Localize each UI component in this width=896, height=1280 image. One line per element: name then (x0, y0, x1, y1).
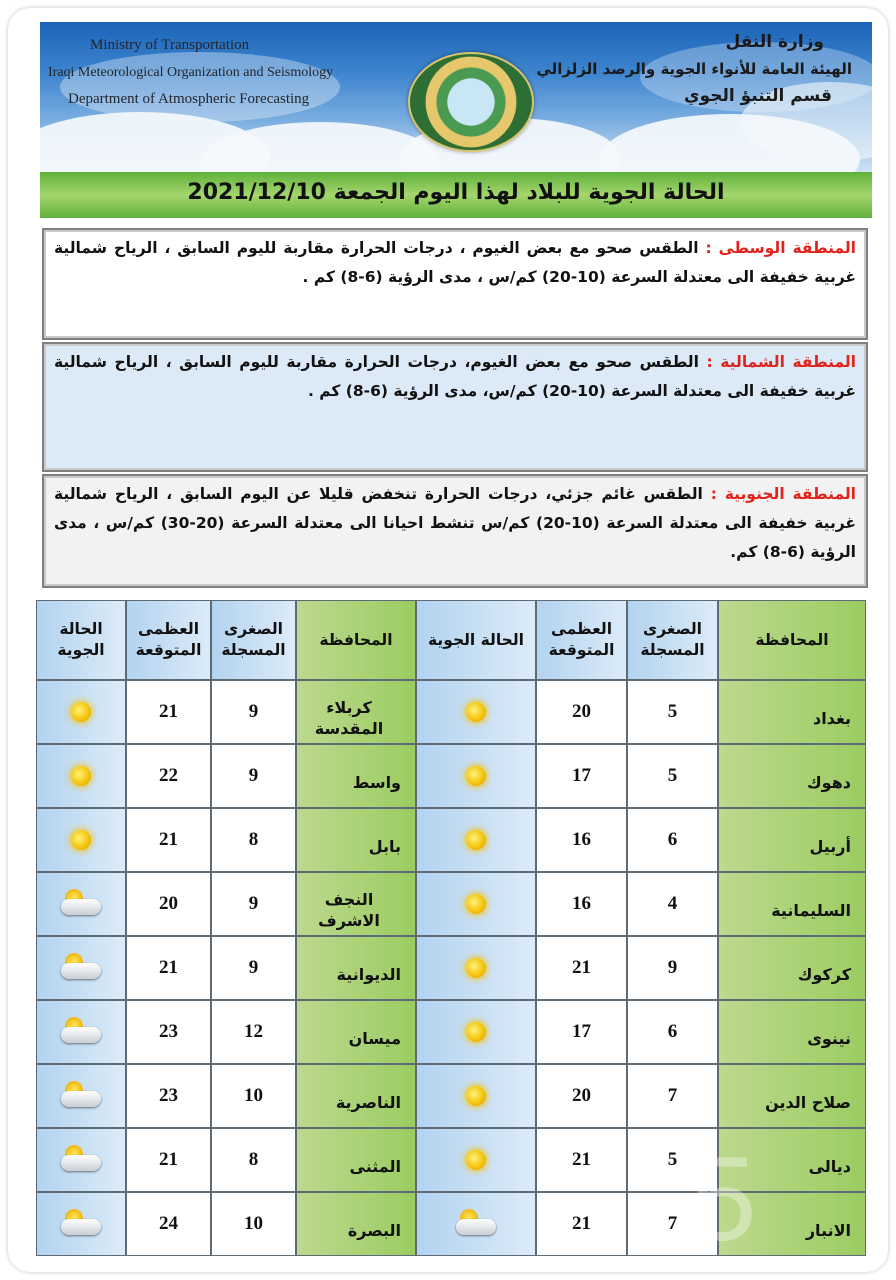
left-gov-cell (296, 936, 416, 1000)
partly-cloudy-icon (57, 1143, 105, 1177)
right-governorate-name: نينوى (807, 1028, 851, 1048)
right-min-temp: 5 (667, 765, 678, 786)
right-min-temp: 9 (667, 957, 678, 978)
header-min-left: الصغرى المسجلة (211, 600, 296, 680)
left-gov-cell (296, 1128, 416, 1192)
region-north-text: الطقس صحو مع بعض الغيوم، درجات الحرارة مقاربة لليوم السابق ، الرياح شمالية غربية خفيفة الى معتدلة السرعة (10-20) كم/س، مدى الرؤية (6-8) كم . (54, 353, 856, 400)
sun-icon (59, 825, 103, 855)
right-min-temp: 6 (667, 829, 678, 850)
header-max-right: العظمى المتوقعة (536, 600, 627, 680)
left-weather-cell (36, 808, 126, 872)
partly-cloudy-icon (57, 1207, 105, 1241)
right-governorate-name: كركوك (797, 964, 851, 984)
department-name-en: Department of Atmospheric Forecasting (68, 91, 310, 107)
right-min-cell (627, 744, 718, 808)
left-max-cell (126, 744, 211, 808)
region-central-label: المنطقة الوسطى : (705, 239, 856, 257)
left-min-temp: 9 (248, 957, 259, 978)
left-weather-cell (36, 1128, 126, 1192)
right-max-temp: 16 (572, 893, 591, 914)
sun-icon (454, 1017, 498, 1047)
partly-cloudy-icon (57, 1079, 105, 1113)
left-max-cell (126, 1128, 211, 1192)
left-weather-cell (36, 872, 126, 936)
left-min-temp: 9 (248, 893, 259, 914)
header-min-right: الصغرى المسجلة (627, 600, 718, 680)
left-max-temp: 23 (159, 1021, 178, 1042)
right-min-cell (627, 1000, 718, 1064)
watermark-logo: 5 (690, 1132, 757, 1266)
left-min-temp: 9 (248, 765, 259, 786)
right-weather-cell (416, 1064, 536, 1128)
left-max-temp: 22 (159, 765, 178, 786)
left-max-temp: 23 (159, 1085, 178, 1106)
left-gov-cell (296, 1000, 416, 1064)
left-min-temp: 8 (248, 829, 259, 850)
left-governorate-name: كربلاء المقدسة (314, 698, 384, 738)
region-north-label: المنطقة الشمالية : (706, 353, 856, 371)
right-min-temp: 5 (667, 1149, 678, 1170)
right-min-temp: 6 (667, 1021, 678, 1042)
right-gov-cell (718, 744, 866, 808)
right-max-cell (536, 808, 627, 872)
left-weather-cell (36, 1000, 126, 1064)
left-max-cell (126, 1192, 211, 1256)
left-max-cell (126, 680, 211, 744)
right-min-cell (627, 680, 718, 744)
sun-icon (454, 697, 498, 727)
left-max-temp: 21 (159, 829, 178, 850)
partly-cloudy-icon (57, 951, 105, 985)
left-governorate-name: واسط (352, 772, 401, 792)
right-gov-cell (718, 808, 866, 872)
left-gov-cell (296, 808, 416, 872)
right-min-temp: 7 (667, 1213, 678, 1234)
right-min-temp: 4 (667, 893, 678, 914)
right-max-cell (536, 1192, 627, 1256)
left-min-temp: 9 (248, 701, 259, 722)
right-min-temp: 5 (667, 701, 678, 722)
left-min-temp: 10 (244, 1085, 263, 1106)
department-name-ar: قسم التنبؤ الجوي (684, 86, 832, 106)
left-max-cell (126, 808, 211, 872)
header-weather-left: الحالة الجوية (36, 600, 126, 680)
right-min-cell (627, 1064, 718, 1128)
right-weather-cell (416, 936, 536, 1000)
sun-icon (454, 1145, 498, 1175)
right-governorate-name: أربيل (809, 836, 851, 856)
sun-icon (454, 761, 498, 791)
header-weather-right: الحالة الجوية (416, 600, 536, 680)
region-south-label: المنطقة الجنوبية : (710, 485, 856, 503)
organization-name-ar: الهيئة العامة للأنواء الجوية والرصد الزلزالي (536, 60, 852, 78)
partly-cloudy-icon (57, 887, 105, 921)
region-north (42, 342, 868, 472)
left-max-temp: 21 (159, 1149, 178, 1170)
left-min-cell (211, 1000, 296, 1064)
right-max-cell (536, 1000, 627, 1064)
right-governorate-name: بغداد (813, 708, 851, 728)
left-max-cell (126, 872, 211, 936)
left-min-temp: 12 (244, 1021, 263, 1042)
left-governorate-name: ميسان (348, 1028, 401, 1048)
right-gov-cell (718, 936, 866, 1000)
left-min-cell (211, 872, 296, 936)
left-min-cell (211, 808, 296, 872)
right-weather-cell (416, 1128, 536, 1192)
header-governorate-left: المحافظة (296, 600, 416, 680)
left-max-cell (126, 1000, 211, 1064)
left-gov-cell (296, 1064, 416, 1128)
left-min-cell (211, 744, 296, 808)
left-min-cell (211, 1128, 296, 1192)
right-min-temp: 7 (667, 1085, 678, 1106)
right-max-temp: 20 (572, 701, 591, 722)
left-min-cell (211, 1192, 296, 1256)
sun-icon (454, 953, 498, 983)
page-title: الحالة الجوية للبلاد لهذا اليوم الجمعة 2021/12/10 (187, 180, 725, 205)
left-min-cell (211, 680, 296, 744)
sun-icon (454, 889, 498, 919)
region-central (42, 228, 868, 340)
ministry-name-en: Ministry of Transportation (90, 37, 250, 53)
right-weather-cell (416, 744, 536, 808)
header-governorate-right: المحافظة (718, 600, 866, 680)
right-governorate-name: السليمانية (771, 900, 851, 920)
left-gov-cell (296, 872, 416, 936)
left-min-temp: 10 (244, 1213, 263, 1234)
ministry-name-ar: وزارة النقل (725, 32, 824, 52)
right-min-cell (627, 872, 718, 936)
right-gov-cell (718, 1064, 866, 1128)
left-gov-cell (296, 680, 416, 744)
sun-icon (59, 761, 103, 791)
left-gov-cell (296, 1192, 416, 1256)
right-max-temp: 17 (572, 1021, 591, 1042)
right-max-cell (536, 680, 627, 744)
header-banner (40, 22, 872, 172)
right-max-cell (536, 744, 627, 808)
sun-icon (454, 1081, 498, 1111)
right-weather-cell (416, 808, 536, 872)
right-max-cell (536, 1064, 627, 1128)
left-governorate-name: الديوانية (336, 964, 401, 984)
page-title-bar (40, 172, 872, 218)
left-weather-cell (36, 680, 126, 744)
right-max-cell (536, 872, 627, 936)
right-max-temp: 16 (572, 829, 591, 850)
sun-icon (454, 825, 498, 855)
right-max-temp: 20 (572, 1085, 591, 1106)
right-gov-cell (718, 680, 866, 744)
left-max-cell (126, 936, 211, 1000)
left-weather-cell (36, 1192, 126, 1256)
sun-icon (59, 697, 103, 727)
right-governorate-name: دهوك (807, 772, 851, 792)
left-weather-cell (36, 936, 126, 1000)
right-governorate-name: صلاح الدين (765, 1092, 851, 1112)
right-gov-cell (718, 1000, 866, 1064)
right-weather-cell (416, 680, 536, 744)
right-governorate-name: الانبار (805, 1220, 851, 1240)
right-max-temp: 21 (572, 1213, 591, 1234)
left-max-temp: 21 (159, 957, 178, 978)
region-south-text: الطقس غائم جزئي، درجات الحرارة تنخفض قليلا عن اليوم السابق ، الرياح شمالية غربية خفيفة الى معتدلة السرعة (10-20) كم/س تنشط احيانا الى معتدلة السرعة (20-30) كم/س ، مدى الرؤية (6-8) كم. (54, 485, 856, 561)
organization-logo (408, 52, 534, 152)
left-gov-cell (296, 744, 416, 808)
right-max-cell (536, 936, 627, 1000)
region-south (42, 474, 868, 588)
right-weather-cell (416, 872, 536, 936)
right-gov-cell (718, 872, 866, 936)
left-min-temp: 8 (248, 1149, 259, 1170)
left-governorate-name: الناصرية (335, 1092, 401, 1112)
partly-cloudy-icon (452, 1207, 500, 1241)
right-weather-cell (416, 1192, 536, 1256)
region-central-text: الطقس صحو مع بعض الغيوم ، درجات الحرارة مقاربة لليوم السابق ، الرياح شمالية غربية خفيفة الى معتدلة السرعة (10-20) كم/س ، مدى الرؤية (6-8) كم . (54, 239, 856, 286)
right-min-cell (627, 808, 718, 872)
left-governorate-name: البصرة (347, 1220, 401, 1240)
right-max-temp: 17 (572, 765, 591, 786)
right-max-temp: 21 (572, 957, 591, 978)
left-weather-cell (36, 1064, 126, 1128)
right-min-cell (627, 936, 718, 1000)
header-max-left: العظمى المتوقعة (126, 600, 211, 680)
right-weather-cell (416, 1000, 536, 1064)
left-governorate-name: المثنى (349, 1156, 401, 1176)
partly-cloudy-icon (57, 1015, 105, 1049)
left-max-temp: 21 (159, 701, 178, 722)
right-max-temp: 21 (572, 1149, 591, 1170)
left-max-cell (126, 1064, 211, 1128)
left-min-cell (211, 1064, 296, 1128)
left-governorate-name: النجف الاشرف (318, 890, 380, 930)
right-max-cell (536, 1128, 627, 1192)
right-governorate-name: ديالى (808, 1156, 851, 1176)
organization-name-en: Iraqi Meteorological Organization and Seismology (48, 65, 334, 80)
left-weather-cell (36, 744, 126, 808)
left-max-temp: 20 (159, 893, 178, 914)
left-max-temp: 24 (159, 1213, 178, 1234)
left-governorate-name: بابل (368, 836, 401, 856)
left-min-cell (211, 936, 296, 1000)
